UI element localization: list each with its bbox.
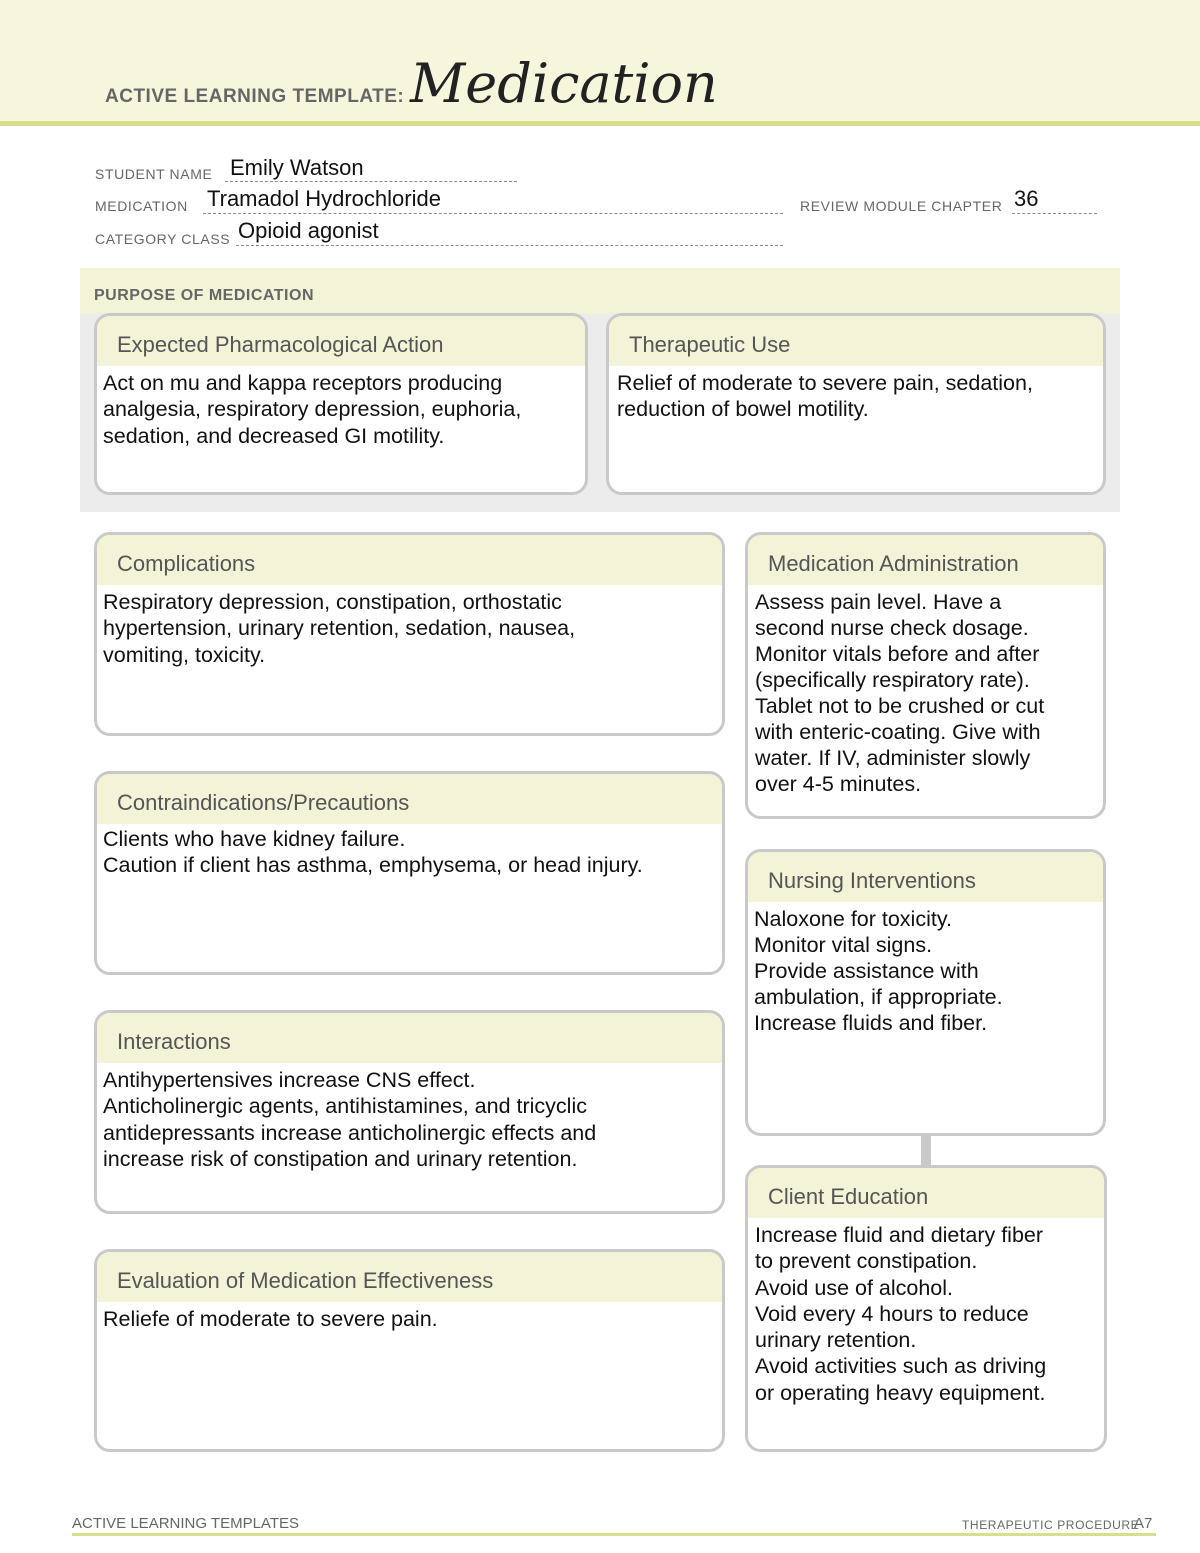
text-line: (specifically respiratory rate). xyxy=(755,668,1030,692)
text-line: Relief of moderate to severe pain, sedation, xyxy=(617,371,1033,395)
nursing-interventions-text[interactable] xyxy=(748,902,1103,1036)
text-line: to prevent constipation. xyxy=(755,1249,978,1274)
footer-right: THERAPEUTIC PROCEDURE xyxy=(962,1518,1140,1532)
medication-administration-title: Medication Administration xyxy=(748,535,1103,585)
medication-administration-text[interactable] xyxy=(748,585,1103,797)
evaluation-text[interactable] xyxy=(97,1302,722,1332)
text-line: water. If IV, administer slowly xyxy=(755,746,1031,770)
page-number: A7 xyxy=(1134,1515,1153,1532)
expected-action-box xyxy=(94,313,588,495)
text-line: Avoid use of alcohol. xyxy=(755,1275,954,1300)
review-module-line xyxy=(1012,213,1097,214)
contraindications-text[interactable] xyxy=(97,824,722,879)
therapeutic-use-box xyxy=(606,313,1106,495)
text-line: ambulation, if appropriate. xyxy=(754,985,1003,1009)
expected-action-title: Expected Pharmacological Action xyxy=(97,316,585,366)
interactions-box xyxy=(94,1010,725,1214)
text-line: with enteric-coating. Give with xyxy=(755,720,1041,744)
text-line: Assess pain level. Have a xyxy=(755,590,1002,614)
medication-administration-box xyxy=(745,532,1106,819)
text-line: hypertension, urinary retention, sedation, nausea, xyxy=(103,616,576,641)
text-line: increase risk of constipation and urinary retention. xyxy=(103,1146,578,1171)
medication-label: MEDICATION xyxy=(95,198,188,214)
text-line: Tablet not to be crushed or cut xyxy=(755,694,1045,718)
text-line: Act on mu and kappa receptors producing xyxy=(103,371,503,395)
text-line: Monitor vital signs. xyxy=(754,933,933,957)
client-education-text[interactable] xyxy=(748,1218,1104,1406)
footer-rule xyxy=(72,1533,1156,1536)
text-line: urinary retention. xyxy=(755,1328,917,1353)
text-line: Naloxone for toxicity. xyxy=(754,907,952,931)
text-line: second nurse check dosage. xyxy=(755,616,1029,640)
text-line: Increase fluid and dietary fiber xyxy=(755,1223,1044,1247)
template-label: ACTIVE LEARNING TEMPLATE: xyxy=(105,86,405,107)
text-line: Provide assistance with xyxy=(754,959,979,983)
text-line: Anticholinergic agents, antihistamines, and tricyclic xyxy=(103,1094,587,1119)
contraindications-title: Contraindications/Precautions xyxy=(97,774,722,824)
page-title: Medication xyxy=(410,52,718,115)
complications-text[interactable] xyxy=(97,585,722,668)
review-module-label: REVIEW MODULE CHAPTER xyxy=(800,198,1003,214)
interactions-text[interactable] xyxy=(97,1063,722,1172)
text-line: Void every 4 hours to reduce xyxy=(755,1301,1029,1326)
connector-bar xyxy=(921,1135,931,1167)
header-rule xyxy=(0,121,1200,126)
text-line: analgesia, respiratory depression, euphoria, xyxy=(103,397,522,422)
evaluation-title: Evaluation of Medication Effectiveness xyxy=(97,1252,722,1302)
text-line: Clients who have kidney failure. xyxy=(103,827,406,851)
interactions-title: Interactions xyxy=(97,1013,722,1063)
complications-title: Complications xyxy=(97,535,722,585)
text-line: vomiting, toxicity. xyxy=(103,642,266,667)
client-education-box xyxy=(745,1165,1107,1452)
category-class-label: CATEGORY CLASS xyxy=(95,231,231,247)
text-line: or operating heavy equipment. xyxy=(755,1380,1046,1405)
client-education-title: Client Education xyxy=(748,1168,1104,1218)
student-name-field[interactable]: Emily Watson xyxy=(230,155,364,180)
evaluation-box xyxy=(94,1249,725,1452)
contraindications-box xyxy=(94,771,725,975)
text-line: Respiratory depression, constipation, orthostatic xyxy=(103,590,562,614)
text-line: over 4-5 minutes. xyxy=(755,772,922,796)
footer-left: ACTIVE LEARNING TEMPLATES xyxy=(72,1515,299,1532)
text-line: sedation, and decreased GI motility. xyxy=(103,423,445,448)
review-module-field[interactable]: 36 xyxy=(1014,186,1039,211)
text-line: Avoid activities such as driving xyxy=(755,1354,1047,1379)
nursing-interventions-box xyxy=(745,849,1106,1136)
nursing-interventions-title: Nursing Interventions xyxy=(748,852,1103,902)
purpose-label: PURPOSE OF MEDICATION xyxy=(94,287,314,304)
category-class-field[interactable]: Opioid agonist xyxy=(238,218,379,243)
category-class-line xyxy=(236,245,783,246)
text-line: Increase fluids and fiber. xyxy=(754,1011,988,1035)
text-line: reduction of bowel motility. xyxy=(617,397,869,422)
expected-action-text[interactable] xyxy=(97,366,585,449)
medication-line xyxy=(203,213,783,214)
therapeutic-use-title: Therapeutic Use xyxy=(609,316,1103,366)
text-line: Caution if client has asthma, emphysema, or head injury. xyxy=(103,853,643,878)
therapeutic-use-text[interactable] xyxy=(609,366,1103,423)
text-line: Monitor vitals before and after xyxy=(755,642,1040,666)
complications-box xyxy=(94,532,725,736)
text-line: Antihypertensives increase CNS effect. xyxy=(103,1068,476,1092)
text-line: antidepressants increase anticholinergic effects and xyxy=(103,1120,597,1145)
medication-field[interactable]: Tramadol Hydrochloride xyxy=(207,186,441,211)
student-name-line xyxy=(225,181,517,182)
text-line: Reliefe of moderate to severe pain. xyxy=(103,1307,438,1331)
student-name-label: STUDENT NAME xyxy=(95,166,213,182)
